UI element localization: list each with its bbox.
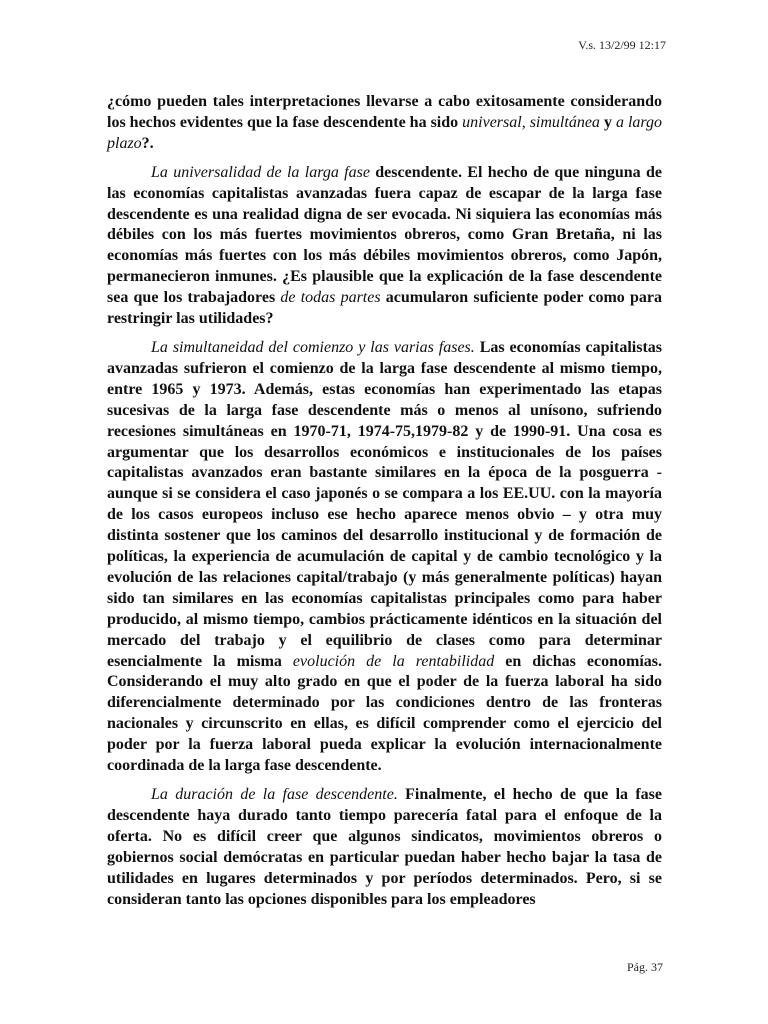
text-run: descendente. El hecho de que ninguna de las economías capitalistas avanzadas fuera capaz de escapar de la larga fase descendente es una realidad digna de ser evocada. Ni siquiera las economías más débiles con los más fuertes movimientos obreros, como Gran Bretaña, ni las economías más fuertes con los más débiles movimientos obreros, como Japón, permanecieron inmunes. ¿Es plausible que la explicación de la fase descendente sea que los trabajadores	[107, 163, 662, 307]
text-run: Finalmente, el hecho de que la fase descendente haya durado tanto tiempo parecería fatal para el enfoque de la oferta. No es difícil creer que algunos sindicatos, movimientos obreros o gobiernos social demócratas en particular puedan haber hecho bajar la tasa de utilidades en lugares determinados y por períodos determinados. Pero, si se consideran tanto las opciones disponibles para los empleadores	[107, 786, 663, 908]
body-text	[107, 92, 662, 918]
paragraph-3	[107, 338, 662, 777]
paragraph-2	[107, 163, 662, 330]
text-run: y	[599, 113, 616, 131]
text-run: ?.	[141, 134, 154, 152]
italic-run: La duración de la fase descendente.	[151, 786, 398, 803]
italic-run: de todas partes	[280, 289, 381, 307]
italic-run: a largo plazo	[107, 113, 663, 152]
italic-run: La universalidad de la larga fase	[151, 163, 370, 181]
version-stamp: V.s. 13/2/99 12:17	[578, 38, 666, 52]
text-run: acumularon suficiente poder como para restringir las utilidades?	[107, 289, 663, 328]
paragraph-1	[107, 92, 662, 155]
italic-run: La simultaneidad del comienzo y las varias fases.	[151, 338, 475, 356]
italic-run: evolución de la rentabilidad	[292, 652, 495, 670]
text-run: en dichas economías. Considerando el muy alto grado en que el poder de la fuerza laboral ha sido diferencialmente determinado por las condiciones dentro de las fronteras nacionales y circunscrito en ellas, es difícil comprender como el ejercicio del poder por la fuerza laboral pueda explicar la evolución internacionalmente coordinada de la larga fase descendente.	[107, 652, 662, 775]
paragraph-4	[107, 785, 662, 910]
italic-run: universal, simultánea	[462, 113, 600, 131]
text-run: Las economías capitalistas avanzadas sufrieron el comienzo de la larga fase descendente al mismo tiempo, entre 1965 y 1973. Además, estas economías han experimentado las etapas sucesivas de la larga fase descendente más o menos al unísono, sufriendo recesiones simultáneas en 1970-71, 1974-75,1979-82 y de 1990-91. Una cosa es argumentar que los desarrollos económicos e institucionales de los países capitalistas avanzados eran bastante similares en la época de la posguerra - aunque si se considera el caso japonés o se compara a los EE.UU. con la mayoría de los casos europeos incluso ese hecho aparece menos obvio – y otra muy distinta sostener que los caminos del desarrollo institucional y de formación de políticas, la experiencia de acumulación de capital y de cambio tecnológico y la evolución de las relaciones capital/trabajo (y más generalmente políticas) hayan sido tan similares en las economías capitalistas principales como para haber producido, al mismo tiempo, cambios prácticamente idénticos en la situación del mercado del trabajo y el equilibrio de clases como para determinar esencialmente la misma	[107, 338, 662, 670]
page-number: Pág. 37	[627, 960, 663, 974]
text-run: ¿cómo pueden tales interpretaciones llevarse a cabo exitosamente considerando los hechos evidentes que la fase descendente ha sido	[107, 93, 662, 131]
